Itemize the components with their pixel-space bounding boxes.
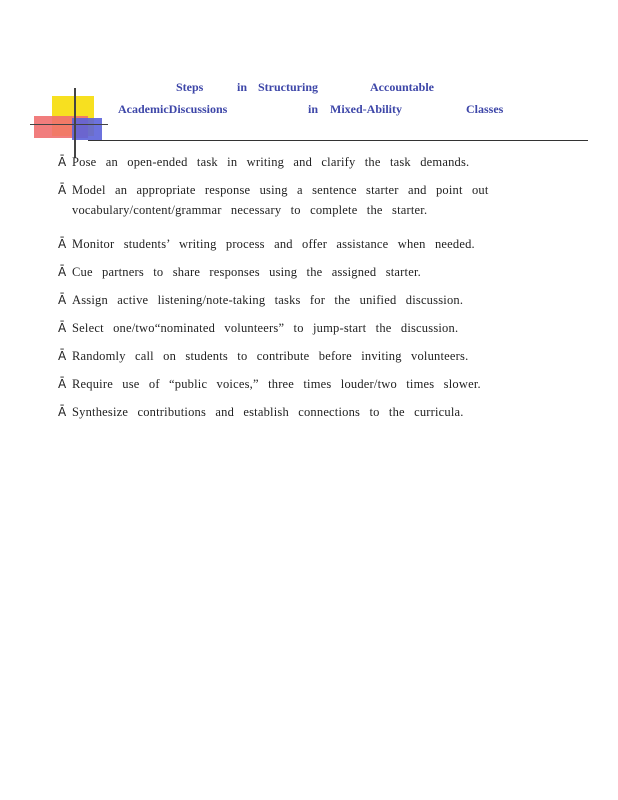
bullet-glyph: Ā — [58, 349, 67, 363]
list-item-text: Model an appropriate response using a sentence starter and point out vocabulary/content/grammar necessary to complete the starter. — [72, 183, 489, 217]
title-word: Structuring — [258, 80, 318, 94]
title-divider — [88, 140, 588, 141]
list-item — [58, 290, 578, 310]
decorative-logo-graphic — [30, 88, 110, 158]
logo-vertical-line — [74, 88, 76, 158]
bullet-glyph: Ā — [58, 293, 67, 307]
bullet-glyph: Ā — [58, 237, 67, 251]
title-word: Steps — [176, 80, 204, 94]
list-item-text: Synthesize contributions and establish connections to the curricula. — [72, 405, 464, 419]
list-item-text: Monitor students’ writing process and offer assistance when needed. — [72, 237, 475, 251]
list-item — [58, 402, 578, 422]
list-item-text: Select one/two“nominated volunteers” to jump-start the discussion. — [72, 321, 459, 335]
logo-horizontal-line — [30, 124, 108, 125]
bullet-glyph: Ā — [58, 405, 67, 419]
list-item-text: Require use of “public voices,” three times louder/two times slower. — [72, 377, 481, 391]
title-word: in — [308, 102, 319, 116]
list-item — [58, 152, 578, 172]
title-word: in — [237, 80, 248, 94]
list-item — [58, 318, 578, 338]
list-item-text: Pose an open-ended task in writing and clarify the task demands. — [72, 155, 470, 169]
steps-list — [58, 152, 578, 430]
bullet-glyph: Ā — [58, 321, 67, 335]
list-item — [58, 262, 578, 282]
list-item — [58, 180, 578, 220]
list-item — [58, 374, 578, 394]
list-item-text: Assign active listening/note-taking tasks for the unified discussion. — [72, 293, 464, 307]
list-item-text: Cue partners to share responses using the assigned starter. — [72, 265, 421, 279]
bullet-glyph: Ā — [58, 377, 67, 391]
bullet-glyph: Ā — [58, 155, 67, 169]
title-word: Accountable — [370, 80, 434, 94]
list-item — [58, 234, 578, 254]
list-item-text: Randomly call on students to contribute before inviting volunteers. — [72, 349, 469, 363]
logo-blue-square — [72, 118, 102, 140]
bullet-glyph: Ā — [58, 265, 67, 279]
list-item — [58, 346, 578, 366]
title-word: Mixed-Ability — [330, 102, 402, 116]
title-word: AcademicDiscussions — [118, 102, 228, 116]
title-word: Classes — [466, 102, 504, 116]
bullet-glyph: Ā — [58, 183, 67, 197]
